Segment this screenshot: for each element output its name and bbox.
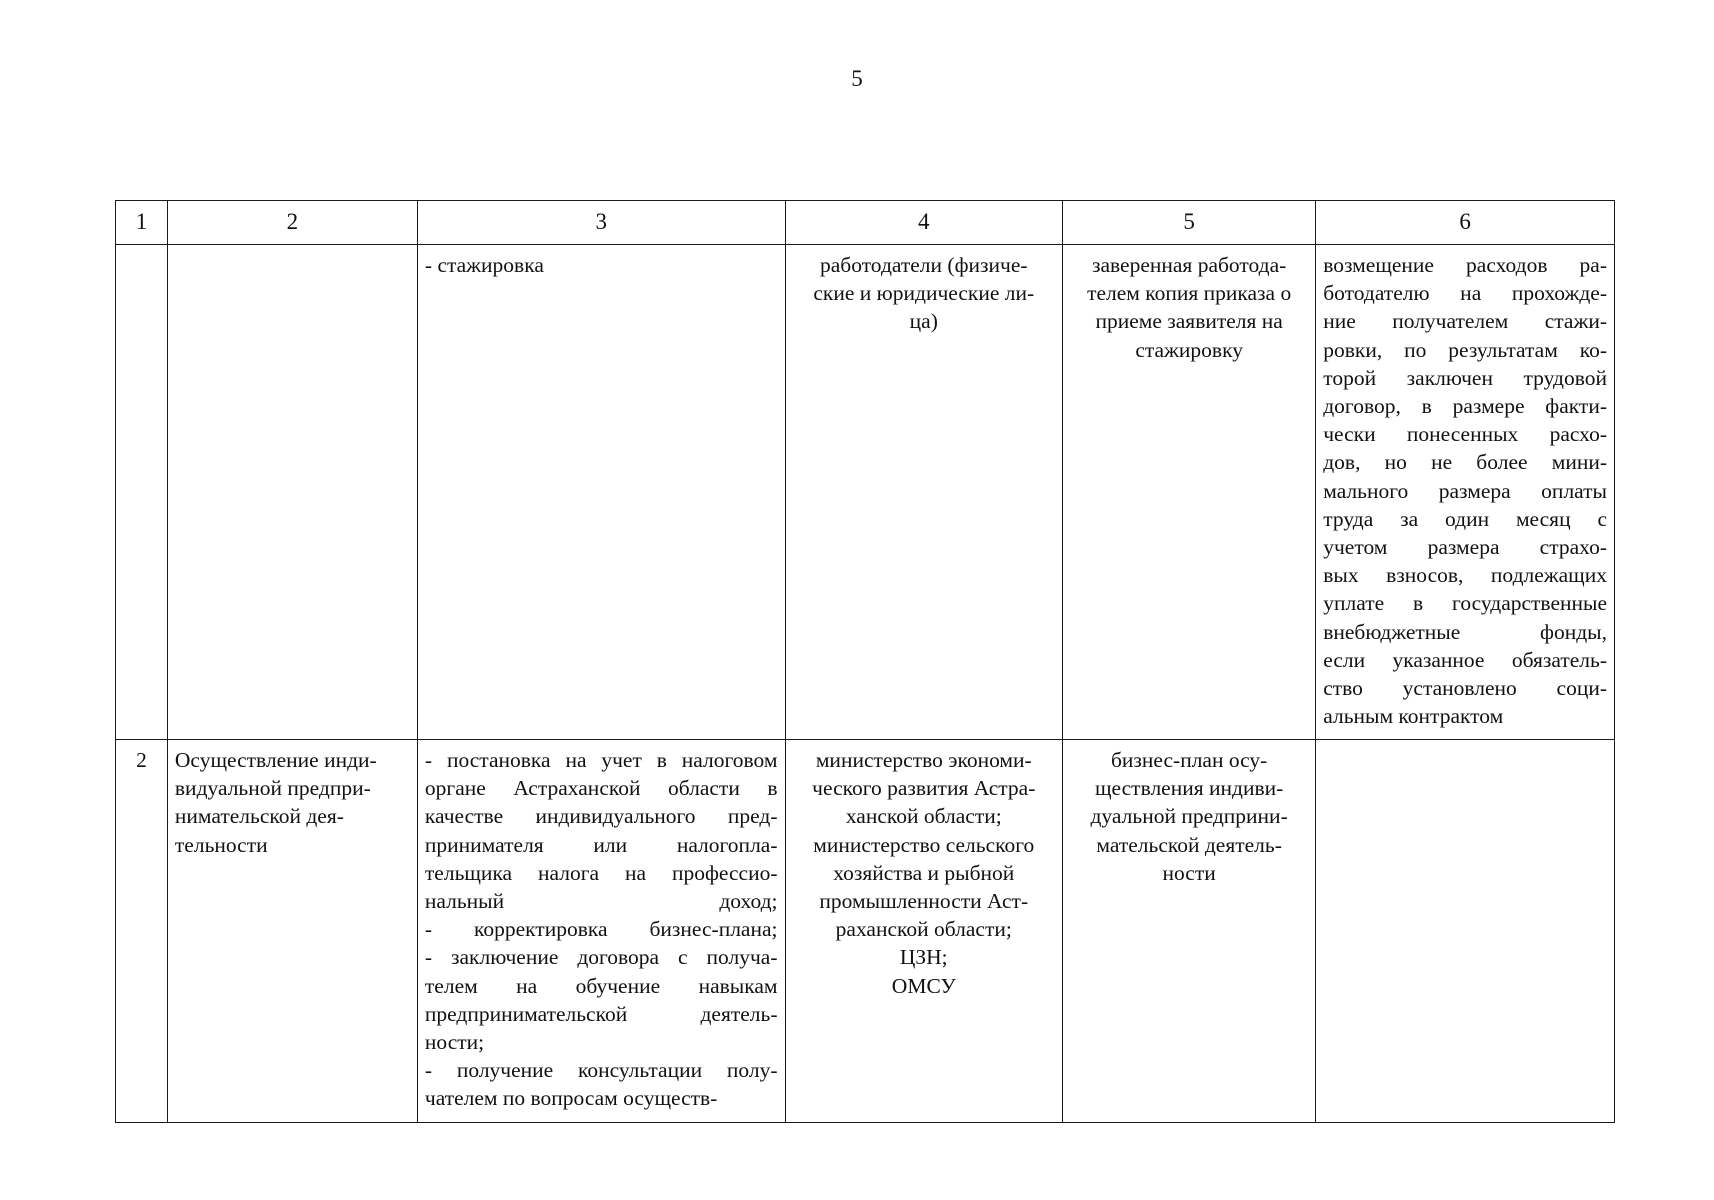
- payments-cell: [1316, 740, 1615, 1123]
- executors-cell: [785, 740, 1063, 1123]
- page-number: 5: [851, 66, 863, 91]
- measures-table: [115, 200, 1615, 1123]
- table-row: [116, 245, 1615, 740]
- cell-text-line: возмещение расходов ра-: [1323, 253, 1607, 277]
- cell-text-line: - постановка на учет в налоговом: [424, 748, 778, 772]
- cell-text-line: тельщика налога на профессио-: [424, 860, 778, 885]
- measure-name-cell: [167, 740, 417, 1123]
- cell-text-line: телем на обучение навыкам: [424, 973, 778, 998]
- cell-text-line: уплате в государственные: [1323, 591, 1607, 616]
- header-cell-4: 4: [785, 201, 1063, 245]
- cell-text-line: министерство сельского: [813, 832, 1035, 857]
- cell-text-line: ровки, по результатам ко-: [1323, 337, 1607, 362]
- cell-text-line: приеме заявителя на: [1095, 309, 1283, 334]
- cell-text-line: телем копия приказа о: [1087, 281, 1292, 306]
- documents-cell: [1063, 245, 1316, 740]
- cell-text-line: мательской деятель-: [1096, 832, 1282, 857]
- cell-text-line: труда за один месяц с: [1323, 506, 1607, 531]
- cell-text-line: работодатели (физиче-: [820, 253, 1028, 277]
- cell-text-line: мального размера оплаты: [1323, 478, 1607, 503]
- documents-cell: [1063, 740, 1316, 1123]
- cell-text-line: чески понесенных расхо-: [1323, 422, 1607, 447]
- actions-cell: [417, 740, 785, 1123]
- cell-text-line: - заключение договора с получа-: [424, 945, 778, 970]
- cell-text-line: чателем по вопросам осуществ-: [424, 1086, 718, 1111]
- payments-cell: [1316, 245, 1615, 740]
- cell-text-line: ские и юридические ли-: [813, 281, 1035, 306]
- cell-text-line: ство установлено соци-: [1323, 676, 1607, 701]
- cell-text-line: - корректировка бизнес-плана;: [424, 917, 778, 942]
- cell-text-line: бизнес-план осу-: [1110, 748, 1268, 772]
- cell-text-line: учетом размера страхо-: [1323, 535, 1607, 560]
- row-number-cell: 2: [116, 740, 168, 1123]
- cell-text-line: альным контрактом: [1323, 704, 1504, 729]
- cell-text-line: ЦЗН;: [899, 945, 948, 970]
- cell-text-line: ние получателем стажи-: [1323, 309, 1607, 334]
- cell-text-line: вых взносов, подлежащих: [1323, 563, 1607, 588]
- cell-text-line: ханской области;: [845, 804, 1002, 829]
- cell-text-line: хозяйства и рыбной: [833, 860, 1015, 885]
- cell-text-line: дов, но не более мини-: [1323, 450, 1607, 475]
- cell-text-line: ческого развития Астра-: [812, 776, 1036, 801]
- cell-text-line: нальный доход;: [424, 889, 778, 914]
- row-number-cell: [116, 245, 168, 740]
- cell-text-line: раханской области;: [835, 917, 1012, 942]
- header-cell-3: 3: [417, 201, 785, 245]
- cell-text-line: ществления индиви-: [1095, 776, 1284, 801]
- cell-text-line: - стажировка: [424, 253, 544, 277]
- cell-text-line: предпринимательской деятель-: [424, 1001, 778, 1026]
- header-cell-6: 6: [1316, 201, 1615, 245]
- header-row: [116, 201, 1615, 245]
- cell-text-line: ца): [909, 309, 938, 334]
- header-cell-5: 5: [1063, 201, 1316, 245]
- header-cell-2: 2: [167, 201, 417, 245]
- cell-text-line: стажировку: [1135, 337, 1243, 362]
- cell-text-line: внебюджетные фонды,: [1323, 619, 1607, 644]
- cell-text-line: Осуществление инди-: [174, 748, 377, 772]
- cell-text-line: - получение консультации полу-: [424, 1058, 778, 1083]
- cell-text-line: видуальной предпри-: [174, 776, 371, 801]
- measure-name-cell: [167, 245, 417, 740]
- cell-text-line: ОМСУ: [891, 973, 956, 998]
- cell-text-line: ности;: [424, 1030, 485, 1055]
- header-cell-1: 1: [116, 201, 168, 245]
- cell-text-line: ности: [1162, 860, 1216, 885]
- cell-text-line: принимателя или налогопла-: [424, 832, 778, 857]
- cell-text-line: ботодателю на прохожде-: [1323, 281, 1607, 306]
- cell-text-line: министерство экономи-: [815, 748, 1032, 772]
- cell-text-line: торой заключен трудовой: [1323, 365, 1607, 390]
- cell-text-line: тельности: [174, 832, 268, 857]
- cell-text-line: качестве индивидуального пред-: [424, 804, 778, 829]
- cell-text-line: органе Астраханской области в: [424, 776, 778, 801]
- cell-text-line: дуальной предприни-: [1090, 804, 1288, 829]
- executors-cell: [785, 245, 1063, 740]
- cell-text-line: нимательской дея-: [174, 804, 344, 829]
- table-row: [116, 740, 1615, 1123]
- actions-cell: [417, 245, 785, 740]
- cell-text-line: договор, в размере факти-: [1323, 394, 1607, 419]
- cell-text-line: заверенная работода-: [1091, 253, 1287, 277]
- cell-text-line: если указанное обязатель-: [1323, 647, 1607, 672]
- cell-text-line: промышленности Аст-: [819, 889, 1029, 914]
